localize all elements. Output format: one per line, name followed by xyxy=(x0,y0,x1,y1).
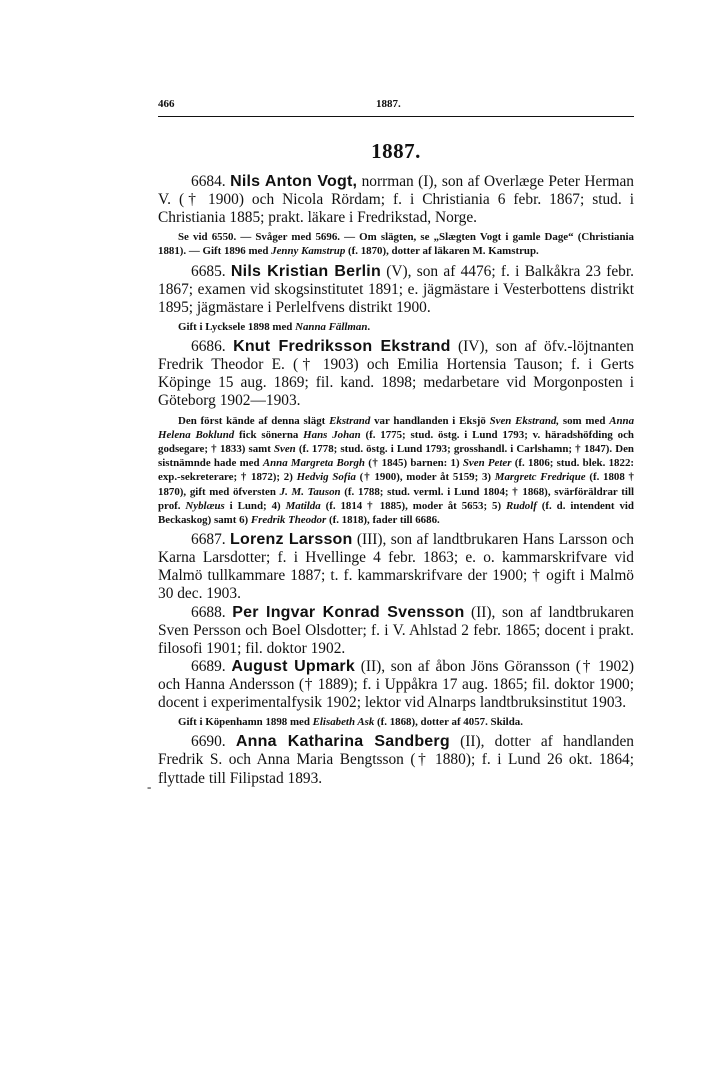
entry-6689 xyxy=(158,658,634,712)
note-name: Jenny Kamstrup xyxy=(271,245,346,258)
note-name: Rudolf xyxy=(506,499,537,512)
page xyxy=(158,98,634,788)
person-name: Anna Katharina Sandberg xyxy=(235,733,450,751)
entry-number: 6684. xyxy=(191,173,226,190)
note-text: (f. 1775; stud. östg. i Lund 1793; v. häradshöfding och godsegare; † 1833) samt xyxy=(158,428,634,455)
note-name: Matilda xyxy=(285,499,321,512)
section-title: 1887. xyxy=(371,139,421,163)
note-name: Elisabeth Ask xyxy=(312,716,375,729)
note-name: Hans Johan xyxy=(303,428,361,441)
note-text: (f. 1808 † 1870), gift med öfversten xyxy=(158,471,634,498)
note-text: i Lund; 4) xyxy=(224,499,286,512)
entry-6687 xyxy=(158,531,634,603)
note-text: som med xyxy=(559,414,610,427)
note-text: (f. 1814 † 1885), moder åt 5653; 5) xyxy=(320,499,506,512)
person-name: Knut Fredriksson Ekstrand xyxy=(233,338,451,356)
entry-6686 xyxy=(158,338,634,410)
note-text: Gift i Lycksele 1898 med xyxy=(178,320,296,333)
entry-number: 6689. xyxy=(191,657,226,675)
page-number: 466 xyxy=(158,98,175,110)
person-name: August Upmark xyxy=(231,657,355,675)
entry-6690 xyxy=(158,733,634,787)
note-text: Se vid 6550. — Svåger med 5696. — Om slägten, se „Slægten Vogt i gamle Dage“ (Christiania 1881). — Gift 1896 med xyxy=(158,231,634,258)
margin-mark: - xyxy=(147,779,152,794)
note-text: Den först kände af denna slägt xyxy=(178,414,330,427)
note-name: Margretc Fredrique xyxy=(494,471,586,484)
note-text: var handlanden i Eksjö xyxy=(370,414,490,427)
entry-note xyxy=(158,320,634,334)
person-name: Nils Anton Vogt, xyxy=(230,173,358,190)
entry-number: 6685. xyxy=(191,262,226,280)
running-header xyxy=(158,98,634,114)
entry-text: norrman (I), son af Overlæge Peter Herman V. († 1900) och Nicola Rördam; f. i Christiania 6 febr. 1867; stud. i Christiania 1885; prakt. läkare i Fredrikstad, Norge. xyxy=(158,173,634,227)
entry-6688 xyxy=(158,604,634,658)
note-text: (f. 1818), fader till 6686. xyxy=(326,513,440,526)
entry-text: (V), son af 4476; f. i Balkåkra 23 febr. 1867; examen vid skogsinstitutet 1891; e. jägmästare i Vesterbottens distrikt 1895; jägmästare i Perlelfvens distrikt 1900. xyxy=(158,262,634,316)
note-text: († 1900), moder åt 5159; 3) xyxy=(355,471,495,484)
running-year: 1887. xyxy=(376,98,401,110)
header-rule xyxy=(158,116,634,117)
note-text: . xyxy=(367,320,371,333)
entry-text: (II), dotter af handlanden Fredrik S. och Anna Maria Bengtsson († 1880); f. i Lund 26 okt. 1864; flyttade till Filipstad 1893. xyxy=(158,733,634,787)
note-name: Fredrik Theodor xyxy=(250,513,327,526)
entry-6685 xyxy=(158,263,634,317)
note-name: Nyblæus xyxy=(185,499,225,512)
note-name: J. M. Tauson xyxy=(279,485,341,498)
note-text: (f. 1868), dotter af 4057. Skilda. xyxy=(374,716,523,729)
entry-text: (III), son af landtbrukaren Hans Larsson och Karna Larsdotter; f. i Hvellinge 4 febr. 1863; e. o. kammarskrifvare vid Malmö tullkammare 1887; t. f. kammarskrifvare der 1900; † ogift i Malmö 30 dec. 1903. xyxy=(158,531,634,603)
note-text: (f. 1778; stud. östg. i Lund 1793; grosshandl. i Carlshamn; † 1847). Den sistnämnde hade med xyxy=(158,442,634,470)
entry-text: (II), son af landtbrukaren Sven Persson och Boel Olsdotter; f. i V. Ahlstad 2 febr. 1865; docent i prakt. filosofi 1901; fil. doktor 1902. xyxy=(158,603,635,657)
note-name: Hedvig Sofia xyxy=(296,471,356,484)
note-text: Gift i Köpenhamn 1898 med xyxy=(178,716,313,729)
note-name: Nanna Fällman xyxy=(295,320,368,333)
note-name: Ekstrand xyxy=(329,414,371,427)
note-text: fick sönerna xyxy=(234,428,304,441)
person-name: Per Ingvar Konrad Svensson xyxy=(232,603,465,621)
note-name: Sven xyxy=(273,442,296,455)
entry-number: 6687. xyxy=(191,531,226,549)
entry-number: 6688. xyxy=(191,603,226,621)
entry-6684 xyxy=(158,173,634,227)
note-name: Sven Ekstrand, xyxy=(489,414,560,427)
note-name: Anna Margreta Borgh xyxy=(262,457,365,470)
person-name: Nils Kristian Berlin xyxy=(230,262,381,280)
note-text: (f. 1788; stud. verml. i Lund 1804; † 1868), svärföräldrar till prof. xyxy=(158,485,634,512)
note-text: (f. d. intendent vid Beckaskog) samt 6) xyxy=(158,499,634,526)
note-text: (f. 1806; stud. blek. 1822: exp.-sekreterare; † 1872); 2) xyxy=(158,457,635,484)
entry-number: 6686. xyxy=(191,338,226,356)
note-name: Anna Helena Boklund xyxy=(158,414,635,441)
entry-note xyxy=(158,230,634,258)
note-text: (f. 1870), dotter af läkaren M. Kamstrup. xyxy=(345,245,539,258)
entry-number: 6690. xyxy=(191,733,226,751)
entry-text: (IV), son af öfv.-löjtnanten Fredrik Theodor E. († 1903) och Emilia Hortensia Tauson; f. i Gerts Köpinge 15 aug. 1869; fil. kand. 1898; medarbetare vid Morgonposten i Göteborg 1902—1903. xyxy=(158,338,634,410)
entry-text: (II), son af åbon Jöns Göransson († 1902) och Hanna Andersson († 1889); f. i Uppåkra 17 aug. 1865; fil. doktor 1900; docent i experimentalfysik 1902; lektor vid Alnarps landtbruksinstitut 1903. xyxy=(158,657,634,712)
note-name: Sven Peter xyxy=(462,457,512,470)
note-text: († 1845) barnen: 1) xyxy=(364,457,463,470)
entry-note xyxy=(158,414,634,528)
person-name: Lorenz Larsson xyxy=(230,531,353,549)
entry-note xyxy=(158,715,634,729)
